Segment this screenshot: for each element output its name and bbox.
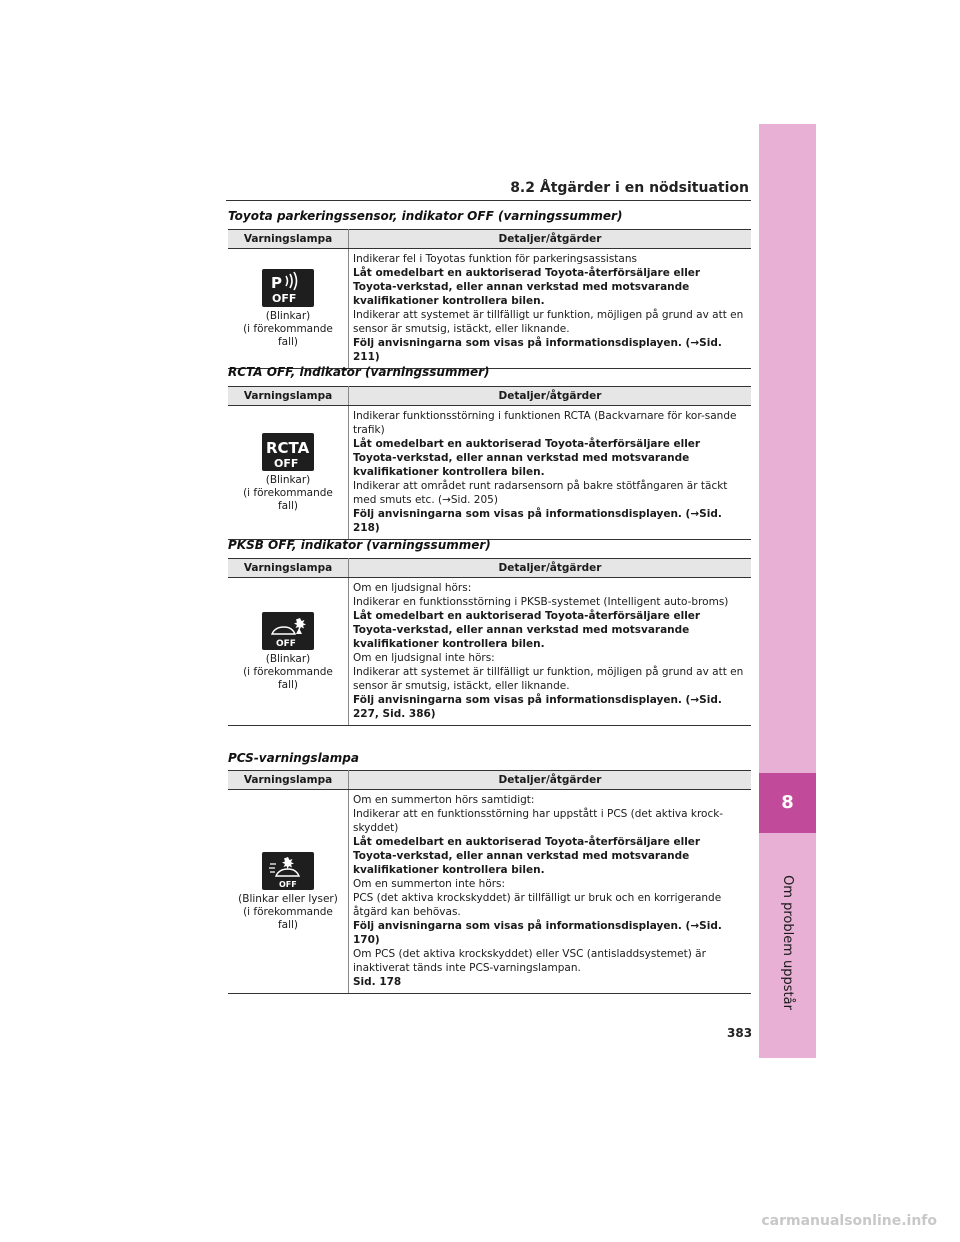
lamp-status: (Blinkar) <box>265 309 311 322</box>
column-header-lamp: Varningslampa <box>228 387 349 406</box>
column-header-lamp: Varningslampa <box>228 771 349 790</box>
column-header-details: Detaljer/åtgärder <box>349 771 752 790</box>
lamp-note: fall) <box>277 499 299 512</box>
detail-text: Indikerar funktionsstörning i funktionen RCTA (Backvarnare för kor-sande trafik) <box>353 410 737 436</box>
svg-text:OFF: OFF <box>274 456 299 470</box>
lamp-status: (Blinkar) <box>265 652 311 665</box>
section-title-rcta: RCTA OFF, indikator (varningssummer) <box>228 365 490 379</box>
detail-text: Indikerar att systemet är tillfälligt ur funktion, möjligen på grund av att en sensor är smutsig, istäckt, eller liknande. <box>353 666 744 692</box>
watermark: carmanualsonline.info <box>761 1213 937 1229</box>
rcta-off-icon <box>262 433 314 471</box>
page-number: 383 <box>727 1026 753 1040</box>
detail-text: Om en ljudsignal hörs: <box>353 582 472 594</box>
detail-page-reference[interactable]: Följ anvisningarna som visas på informationsdisplayen. (→Sid. 170) <box>353 920 722 946</box>
lamp-note: (i förekommande <box>243 322 333 335</box>
detail-text: Indikerar fel i Toyotas funktion för parkeringsassistans <box>353 253 637 265</box>
page-header-title: 8.2 Åtgärder i en nödsituation <box>510 180 749 196</box>
warning-table-parking-sensor <box>228 229 751 369</box>
warning-table-pksb <box>228 558 751 726</box>
detail-text: Indikerar en funktionsstörning i PKSB-systemet (Intelligent auto-broms) <box>353 596 729 608</box>
detail-page-reference[interactable]: Sid. 178 <box>353 976 402 988</box>
section-title-pksb: PKSB OFF, indikator (varningssummer) <box>228 538 491 552</box>
column-header-details: Detaljer/åtgärder <box>349 387 752 406</box>
lamp-note: fall) <box>277 335 299 348</box>
detail-action: Låt omedelbart en auktoriserad Toyota-återförsäljare eller Toyota-verkstad, eller annan verkstad med motsvarande kvalifikationer kontrollera bilen. <box>353 610 701 650</box>
column-header-details: Detaljer/åtgärder <box>349 559 752 578</box>
pksb-off-icon <box>262 612 314 650</box>
warning-table-rcta <box>228 386 751 540</box>
chapter-number: 8 <box>759 773 816 833</box>
detail-text: Indikerar att området runt radarsensorn på bakre stötfångaren är täckt med smuts etc. (→Sid. 205) <box>353 480 728 506</box>
chapter-side-tab <box>759 124 816 1058</box>
detail-text: Indikerar att en funktionsstörning har uppstått i PCS (det aktiva krock-skyddet) <box>353 808 724 834</box>
svg-text:OFF: OFF <box>272 291 297 305</box>
lamp-note: (i förekommande <box>243 665 333 678</box>
pcs-warning-icon <box>262 852 314 890</box>
detail-text: Om en ljudsignal inte hörs: <box>353 652 495 664</box>
warning-table-pcs <box>228 770 751 994</box>
detail-action: Låt omedelbart en auktoriserad Toyota-återförsäljare eller Toyota-verkstad, eller annan verkstad med motsvarande kvalifikationer kontrollera bilen. <box>353 438 701 478</box>
detail-action: Låt omedelbart en auktoriserad Toyota-återförsäljare eller Toyota-verkstad, eller annan verkstad med motsvarande kvalifikationer kontrollera bilen. <box>353 267 701 307</box>
header-divider <box>226 200 751 201</box>
column-header-lamp: Varningslampa <box>228 559 349 578</box>
lamp-note: fall) <box>277 678 299 691</box>
chapter-title: Om problem uppstår <box>780 874 795 1010</box>
detail-text: Indikerar att systemet är tillfälligt ur funktion, möjligen på grund av att en sensor är smutsig, istäckt, eller liknande. <box>353 309 744 335</box>
detail-page-reference[interactable]: Följ anvisningarna som visas på informationsdisplayen. (→Sid. 218) <box>353 508 722 534</box>
lamp-note: (i förekommande <box>243 486 333 499</box>
lamp-status: (Blinkar) <box>265 473 311 486</box>
column-header-details: Detaljer/åtgärder <box>349 230 752 249</box>
lamp-note: fall) <box>277 918 299 931</box>
detail-page-reference[interactable]: Följ anvisningarna som visas på informationsdisplayen. (→Sid. 227, Sid. 386) <box>353 694 722 720</box>
detail-text: Om en summerton inte hörs: <box>353 878 506 890</box>
detail-action: Låt omedelbart en auktoriserad Toyota-återförsäljare eller Toyota-verkstad, eller annan verkstad med motsvarande kvalifikationer kontrollera bilen. <box>353 836 701 876</box>
lamp-note: (i förekommande <box>243 905 333 918</box>
section-title-parking-sensor: Toyota parkeringssensor, indikator OFF (varningssummer) <box>228 209 623 223</box>
svg-text:OFF: OFF <box>279 879 297 889</box>
parking-sensor-off-icon <box>262 269 314 307</box>
detail-text: Om en summerton hörs samtidigt: <box>353 794 535 806</box>
lamp-status: (Blinkar eller lyser) <box>238 892 338 905</box>
svg-text:P: P <box>271 273 282 292</box>
detail-text: Om PCS (det aktiva krockskyddet) eller VSC (antisladdsystemet) är inaktiverat tänds inte PCS-varningslampan. <box>353 948 706 974</box>
svg-text:RCTA: RCTA <box>266 438 310 457</box>
detail-page-reference[interactable]: Följ anvisningarna som visas på informationsdisplayen. (→Sid. 211) <box>353 337 722 363</box>
detail-text: PCS (det aktiva krockskyddet) är tillfälligt ur bruk och en korrigerande åtgärd kan behövas. <box>353 892 722 918</box>
section-title-pcs: PCS-varningslampa <box>228 751 359 765</box>
column-header-lamp: Varningslampa <box>228 230 349 249</box>
svg-text:OFF: OFF <box>276 638 296 649</box>
